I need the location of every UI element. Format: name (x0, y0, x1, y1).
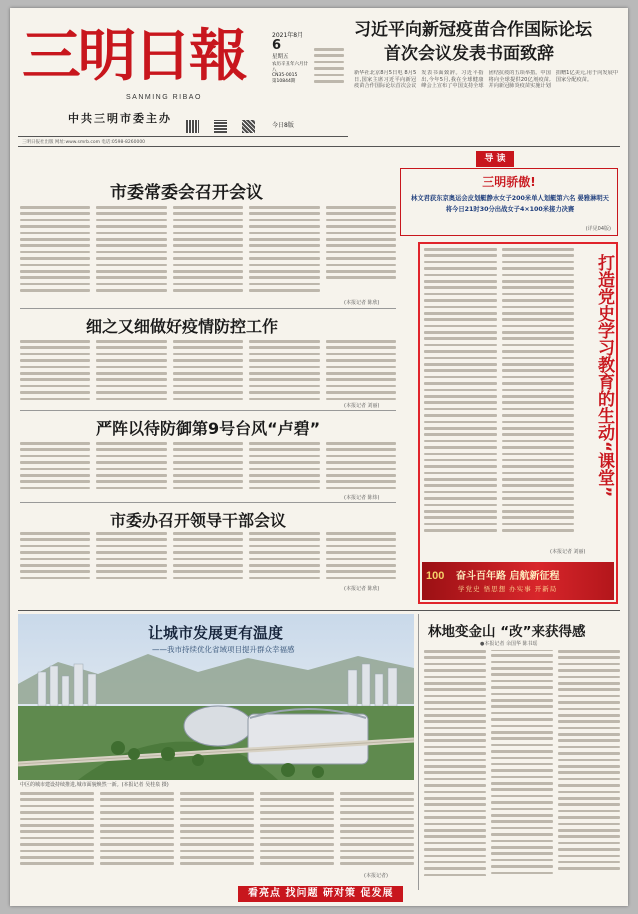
qr-code-3[interactable] (242, 120, 255, 133)
article-title-standing-committee[interactable]: 市委常委会召开会议 (110, 183, 263, 203)
banner-main: 奋斗百年路 启航新征程 (456, 571, 560, 582)
highlight-article-title[interactable]: 打造党史学习教育的生动“课堂” (594, 254, 614, 498)
centenary-banner (422, 562, 614, 600)
top-story-title-2[interactable]: 首次会议发表书面致辞 (384, 44, 554, 64)
city-feature-byline: (本报记者) (364, 873, 388, 879)
bottom-slogan-bar (18, 886, 620, 902)
top-story-body: 新华社北京8月5日电 8月5日,国家主席习近平向新冠疫苗合作国际论坛首次会议发表书面致辞。习近平指出,今年5月,我在全球健康峰会上宣布了中国支持全球团结抗疫的五项举措。中国将向全球提供20亿剂疫苗,并向新冠肺炎疫苗实施计划捐赠1亿美元,用于向发展中国家分配疫苗。 (354, 70, 618, 90)
guide-headline: 三明骄傲! (482, 175, 536, 189)
newspaper-pinyin: SANMING RIBAO (126, 94, 202, 101)
newspaper-slogan: 中共三明市委主办 (68, 112, 172, 125)
newspaper-logo[interactable]: 三明日報 (22, 23, 245, 89)
forest-article-byline: ●本报记者 余国华 陈书瑶 (480, 641, 538, 647)
date-weekday: 星期五 (272, 54, 289, 60)
guide-label: 导 读 (476, 151, 514, 167)
article-byline: (本报记者 刘丽) (344, 403, 380, 409)
newspaper-page (10, 8, 628, 906)
qr-code-2[interactable] (214, 120, 227, 133)
weather-block (314, 48, 348, 84)
banner-number: 100 (426, 570, 445, 582)
date-day: 6 (272, 38, 282, 53)
masthead (10, 8, 350, 138)
edition-label: 今日8版 (272, 122, 294, 129)
article-byline: (本报记者 陈欣) (344, 586, 380, 592)
bottom-slogan: 看亮点 找问题 研对策 促发展 (238, 886, 403, 902)
article-byline: (本报记者 陈炜) (344, 495, 380, 501)
article-title-cadre-meeting[interactable]: 市委办召开领导干部会议 (110, 511, 287, 530)
issue-number: 第10844期 (272, 78, 296, 84)
guide-sub: 林文君获东京奥运会皮划艇静水女子200米单人划艇第六名 晏雅淋明天将今日21时30分出战女子4×100米接力决赛 (411, 195, 609, 213)
forest-article-title[interactable]: 林地变金山 “改”来获得感 (428, 624, 586, 640)
article-title-typhoon[interactable]: 严阵以待防御第9号台风“卢碧” (96, 419, 321, 438)
city-feature (18, 614, 414, 780)
date-lunar: 农历辛丑年六月廿八 (272, 62, 308, 73)
city-feature-title[interactable]: 让城市发展更有温度 (148, 624, 284, 642)
city-feature-subtitle: ——我市持续优化省域项目提升群众幸福感 (152, 645, 295, 654)
masthead-info-line: 三明日报社出版 网址:www.smrb.com 电话:0598-8260000 (22, 140, 146, 145)
article-title-epidemic-control[interactable]: 细之又细做好疫情防控工作 (86, 317, 279, 336)
highlight-article-byline: (本报记者 刘丽) (550, 549, 586, 555)
top-story-title-1[interactable]: 习近平向新冠疫苗合作国际论坛 (354, 20, 592, 40)
guide-box[interactable] (400, 168, 618, 236)
date-block (272, 30, 312, 84)
cn-number: CN35-0015 (272, 73, 298, 78)
date-year-month: 2021年8月 (272, 32, 304, 39)
banner-sub: 学党史 悟思想 办实事 开新局 (458, 585, 558, 593)
highlight-article-box[interactable] (418, 242, 618, 604)
article-byline: (本报记者 陈欣) (344, 300, 380, 306)
guide-page-ref: (详见04版) (585, 226, 611, 232)
qr-code-1[interactable] (186, 120, 199, 133)
city-photo-caption: 中区的城市建设持续推进,城市面貌焕然一新。(本报记者 吴桂泉 摄) (20, 782, 169, 788)
